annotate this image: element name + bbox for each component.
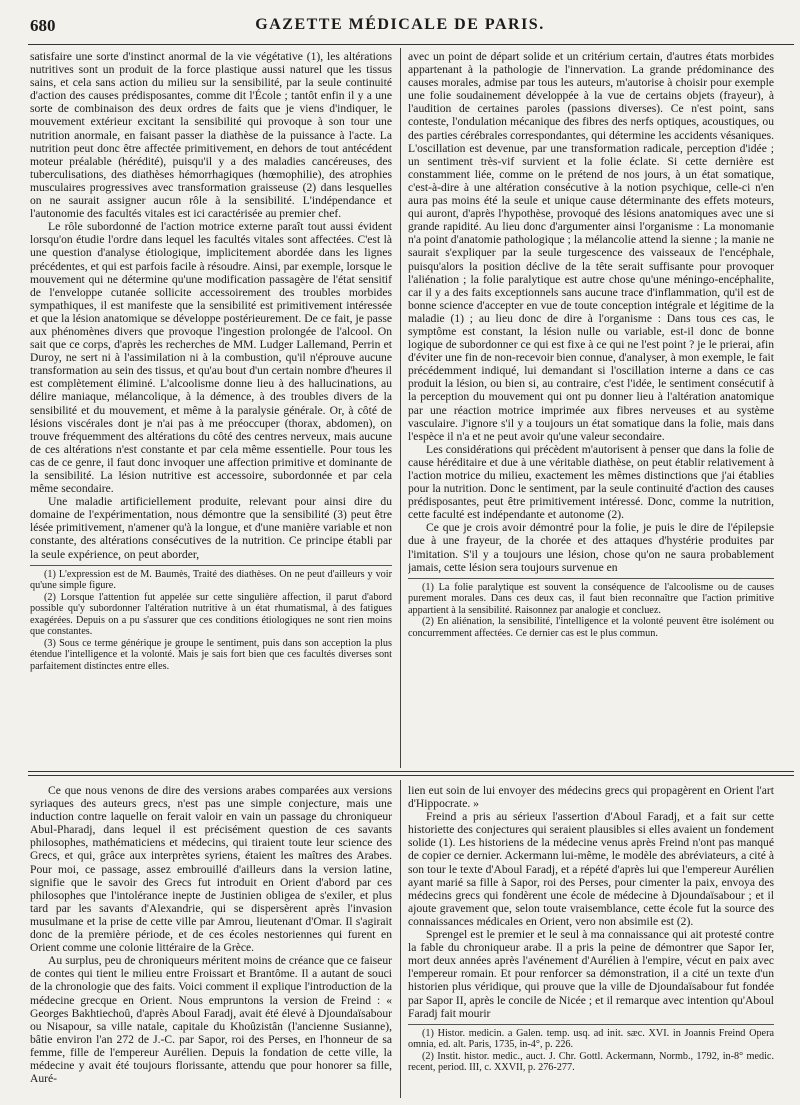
paragraph: Ce que je crois avoir démontré pour la folie, je puis le dire de l'épilepsie due à une frayeur, de la chorée et des attaques d'hystérie produites par l'imitation. S'il y a toujours une lésion, chose qu'on ne saura probablement jamais, cette lésion sera toujours survenue en (408, 521, 774, 574)
paragraph: satisfaire une sorte d'instinct anormal de la vie végétative (1), les altérations nutritives sont un produit de la force plastique aussi naturel que les tissus sains, et cela sans action du milieu sur la sensibilité, par la seule continuité d'action des causes prédisposantes, comme dit l'École ; tantôt enfin il y a une sorte de combinaison des deux ordres de faits que je viens d'indiquer, le mouvement extérieur excitant la sensibilité qui provoque à son tour une nutrition anormale, en faisant passer la diathèse de la puissance à l'acte. La nutrition peut donc être affectée primitivement, en dehors de tout antécédent moteur préalable (hérédité), puisqu'il y a des maladies cancéreuses, des tuberculisations, des diathèses hémorrhagiques (hœmophilie), des atrophies musculaires progressives avec transformation graisseuse (2) dans lesquelles on ne saurait assigner aucun rôle à la sensibilité. L'indépendance et l'autonomie des facultés vitales est ici caractérisée au premier chef. (30, 50, 392, 221)
footnote: (2) Instit. histor. medic., auct. J. Chr. Gottl. Ackermann, Normb., 1792, in-8° medic. recent, period. III, c. XXVII, p. 276-277. (408, 1050, 774, 1074)
header-rule (28, 44, 794, 45)
footnotes (30, 569, 392, 673)
top-left-column (30, 50, 392, 768)
footnote: (2) Lorsque l'attention fut appelée sur cette singulière affection, il parut d'abord possible qu'y subordonner l'altération nutritive à un état rhumatismal, à des fatigues exagérées. Depuis on a pu s'assurer que ces conditions étiologiques ne sont rien moins que constantes. (30, 591, 392, 638)
paragraph: Ce que nous venons de dire des versions arabes comparées aux versions syriaques des auteurs grecs, n'est pas une simple conjecture, mais une induction contre laquelle on ferait valoir en vain un passage du chroniqueur Abul-Pharadj, dans lequel il est précisément question de ces savants philosophes, mathématiciens et médecins, qui tiraient toute leur science des Grecs, et qui, grâce aux interprètes syriens, étaient les maîtres des Arabes. Pour moi, ce passage, assez embrouillé d'ailleurs dans la version latine, signifie que le savoir des Grecs fut introduit en Orient d'abord par ces philosophes que l'intolérance inepte de Justinien obligea de s'exiler, et plus tard par les savants d'Alexandrie, qui se dispersèrent après l'invasion musulmane et la prise de cette ville par Amrou, lieutenant d'Omar. Il s'agirait donc de la première période, et de ces écoles nestoriennes qui furent en Orient comme une colonie littéraire de la Grèce. (30, 784, 392, 955)
section-rule (28, 775, 794, 776)
footnote-rule (408, 1024, 774, 1025)
column-divider-bottom (400, 780, 401, 1098)
paragraph: Freind a pris au sérieux l'assertion d'Aboul Faradj, et a fait sur cette historiette des conjectures qui seraient plausibles si elles avaient un fondement solide (1). Les historiens de la médecine venus après Freind n'ont pas manqué de copier ce dernier. Ackermann lui-même, le modèle des abréviateurs, a cité à son tour le texte d'Aboul Faradj, et a répété d'après lui que l'empereur Aurélien ayant marié sa fille à Sapor, roi des Perses, pour cimenter la paix, envoya des médecins grecs qui fondèrent une école de médecine à Djoundaïsabour ; et il ajoute gravement que, selon toute vraisemblance, cette école fut la source des connaissances médicales en Orient, vero non absimile est (2). (408, 810, 774, 928)
footnote: (3) Sous ce terme générique je groupe le sentiment, puis dans son acception la plus étendue l'intelligence et la volonté. Mais je sais fort bien que ces facultés diverses sont parfaitement distinctes entre elles. (30, 637, 392, 672)
footnotes (408, 582, 774, 640)
paragraph: lien eut soin de lui envoyer des médecins grecs qui propagèrent en Orient l'art d'Hippocrate. » (408, 784, 774, 811)
bottom-right-column (408, 784, 774, 1100)
page-number: 680 (30, 16, 56, 35)
footnote-rule (30, 565, 392, 566)
footnote-rule (408, 578, 774, 579)
footnote: (1) Histor. medicin. a Galen. temp. usq. ad init. sæc. XVI. in Joannis Freind Opera omnia, ed. alt. Paris, 1735, in-4°, p. 226. (408, 1027, 774, 1051)
running-head: GAZETTE MÉDICALE DE PARIS. (255, 16, 545, 33)
footnote: (2) En aliénation, la sensibilité, l'intelligence et la volonté peuvent être isolément ou concurremment affectées. Ce dernier cas est le plus commun. (408, 616, 774, 639)
column-divider-top (400, 48, 401, 768)
top-right-column (408, 50, 774, 768)
bottom-left-column (30, 784, 392, 1100)
paragraph: avec un point de départ solide et un critérium certain, d'autres états morbides appartenant à la pathologie de l'innervation. La grande prédominance des causes morales, admise par tous les auteurs, m'autorise à choisir pour exemple une folie soudainement développée à la vue de certains objets (frayeur), à l'audition de certaines paroles (passions diverses). Ce n'est point, sans conteste, l'ondulation mécanique des fibres des nerfs optiques, acoustiques, ou des parties cérébrales correspondantes, qui détermine les accidents vésaniques. L'oscillation est devenue, par une transformation radicale, perception d'idée ; un sentiment très-vif survient et la folie éclate. Si cette dernière est constamment liée, comme on le prétend de nos jours, à un état somatique, c'est-à-dire à une altération consécutive à la notion psychique, celle-ci n'en aura pas moins été la seule et unique cause déterminante des effets moteurs, qui auront, d'après l'hypothèse, provoqué des lésions anatomiques avec une si grande rapidité. Au lieu donc d'argumenter ainsi l'organisme : La monomanie n'a point d'anatomie pathologique ; la mélancolie attend la sienne ; la manie ne saurait s'expliquer par la seule turgescence des vaisseaux de l'encéphale, puisqu'alors la position déclive de la tête serait suffisante pour provoquer l'aliénation ; la folie paralytique est autre chose qu'une méningo-encéphalite, car il y a des faits exceptionnels sans aucune trace d'inflammation, qu'il est de bonne science d'accepter en vue de toute conception intégrale et légitime de la maladie (1) ; au lieu donc de dire à l'organisme : Dans tous ces cas, le symptôme est constant, la lésion nulle ou variable, est-il donc de bonne logique de subordonner ce qui est fixe à ce qui ne l'est point ? je le prierai, afin d'éviter une fin de non-recevoir bien connue, d'analyser, à mon exemple, le fait précédemment indiqué, lui demandant si l'oscillation interne a dans ce cas produit la lésion, ou bien si, au contraire, c'est l'idée, le sentiment consécutif à la perception du mouvement qui ont pu donner lieu à l'altération anatomique par une réaction motrice imprimée aux fibres nerveuses et au système vasculaire. J'ignore s'il y a toujours un état somatique dans la folie, mais dans l'espèce il n'a et ne peut avoir qu'une valeur secondaire. (408, 50, 774, 443)
section-rule (28, 771, 794, 772)
paragraph: Le rôle subordonné de l'action motrice externe paraît tout aussi évident lorsqu'on étudie l'ordre dans lequel les facultés vitales sont affectées. C'est là une question d'analyse étiologique, implicitement abordée dans les lignes précédentes, et qui est parfois facile à résoudre. Ainsi, par exemple, lorsque le mouvement qui ne détermine qu'une modification passagère de l'état sensitif de l'enveloppe cutanée sollicite accessoirement des troubles morbides sympathiques, il est manifeste que la sensibilité est primitivement intéressée et que la lésion anatomique se développe postérieurement. De ce fait, je passe aux phénomènes divers que provoque l'ingestion prolongée de l'alcool. On sait que ce corps, d'après les recherches de MM. Ludger Lallemand, Perrin et Duroy, ne sert ni à l'assimilation ni à la combustion, qu'il n'éprouve aucune transformation au sein des tissus, et qu'au bout d'un certain nombre d'heures il est complètement éliminé. L'alcoolisme donne lieu à des hallucinations, au délire maniaque, mélancolique, à la démence, à des troubles divers de la sensibilité et du mouvement, et même à la paralysie générale. Or, à côté de lésions viscérales dont je n'ai pas à me préoccuper (thorax, abdomen), on trouve fréquemment des altérations du côté des centres nerveux, mais aucune de ces altérations n'est constante et par cela même essentielle. Pour tous les cas de ce genre, il faut donc invoquer une affection primitive et dominante de la sensibilité. La lésion nutritive est accessoire, subordonnée et par cela même secondaire. (30, 220, 392, 496)
footnote: (1) L'expression est de M. Baumès, Traité des diathèses. On ne peut d'ailleurs y voir qu'une simple figure. (30, 568, 392, 592)
paragraph: Les considérations qui précèdent m'autorisent à penser que dans la folie de cause héréditaire et due à une véritable diathèse, on peut établir relativement à l'action motrice du milieu, exactement les mêmes distinctions que j'ai établies pour la nutrition. Donc le sentiment, par la seule continuité d'action des causes prédisposantes, peut être primitivement intéressé. Donc, comme la nutrition, cette faculté est indépendante et autonome (2). (408, 442, 774, 522)
paragraph: Sprengel est le premier et le seul à ma connaissance qui ait protesté contre la fable du chroniqueur arabe. Il a pris la peine de démontrer que Sapor Ier, mort deux années après l'avénement d'Aurélien à l'empire, vécut en paix avec l'empereur romain. Et pour renforcer sa démonstration, il a cité un texte d'un historien plus véridique, qui prouve que la ville de Djoundaïsabour fut fondée par Sapor II, après le concile de Nicée ; et il remarque avec intention qu'Aboul Faradj fait mourir (408, 928, 774, 1020)
footnote: (1) La folie paralytique est souvent la conséquence de l'alcoolisme ou de causes purement morales. Dans ces deux cas, il faut bien reconnaître que l'action primitive appartient à la sensibilité. Raisonnez par analogie et concluez. (408, 581, 774, 616)
paragraph: Au surplus, peu de chroniqueurs méritent moins de créance que ce faiseur de contes qui tient le milieu entre Froissart et Brantôme. Il a autant de souci de la chronologie que des faits. Voici comment il explique l'introduction de la médecine grecque en Orient. Nous empruntons la version de Freind : « Georges Bakhtiechoû, d'après Aboul Faradj, avait été élevé à Djoundaïsabour ou Nisapour, sa ville natale, capitale du Khoûzistân (l'ancienne Susianne), bâtie environ l'an 272 de J.-C. par Sapor, roi des Perses, en l'honneur de sa femme, fille de l'empereur Aurélien. Depuis la fondation de cette ville, la médecine y avait été toujours florissante, attendu que pour honorer sa fille, Auré- (30, 954, 392, 1086)
paragraph: Une maladie artificiellement produite, relevant pour ainsi dire du domaine de l'expérimentation, nous démontre que la sensibilité (3) peut être lésée primitivement, n'amener qu'à la longue, et d'une manière variable et non constante, des altérations consécutives de la nutrition. Ce principe établi par la seule expérience, on peut aborder, (30, 495, 392, 561)
footnotes (408, 1028, 774, 1074)
